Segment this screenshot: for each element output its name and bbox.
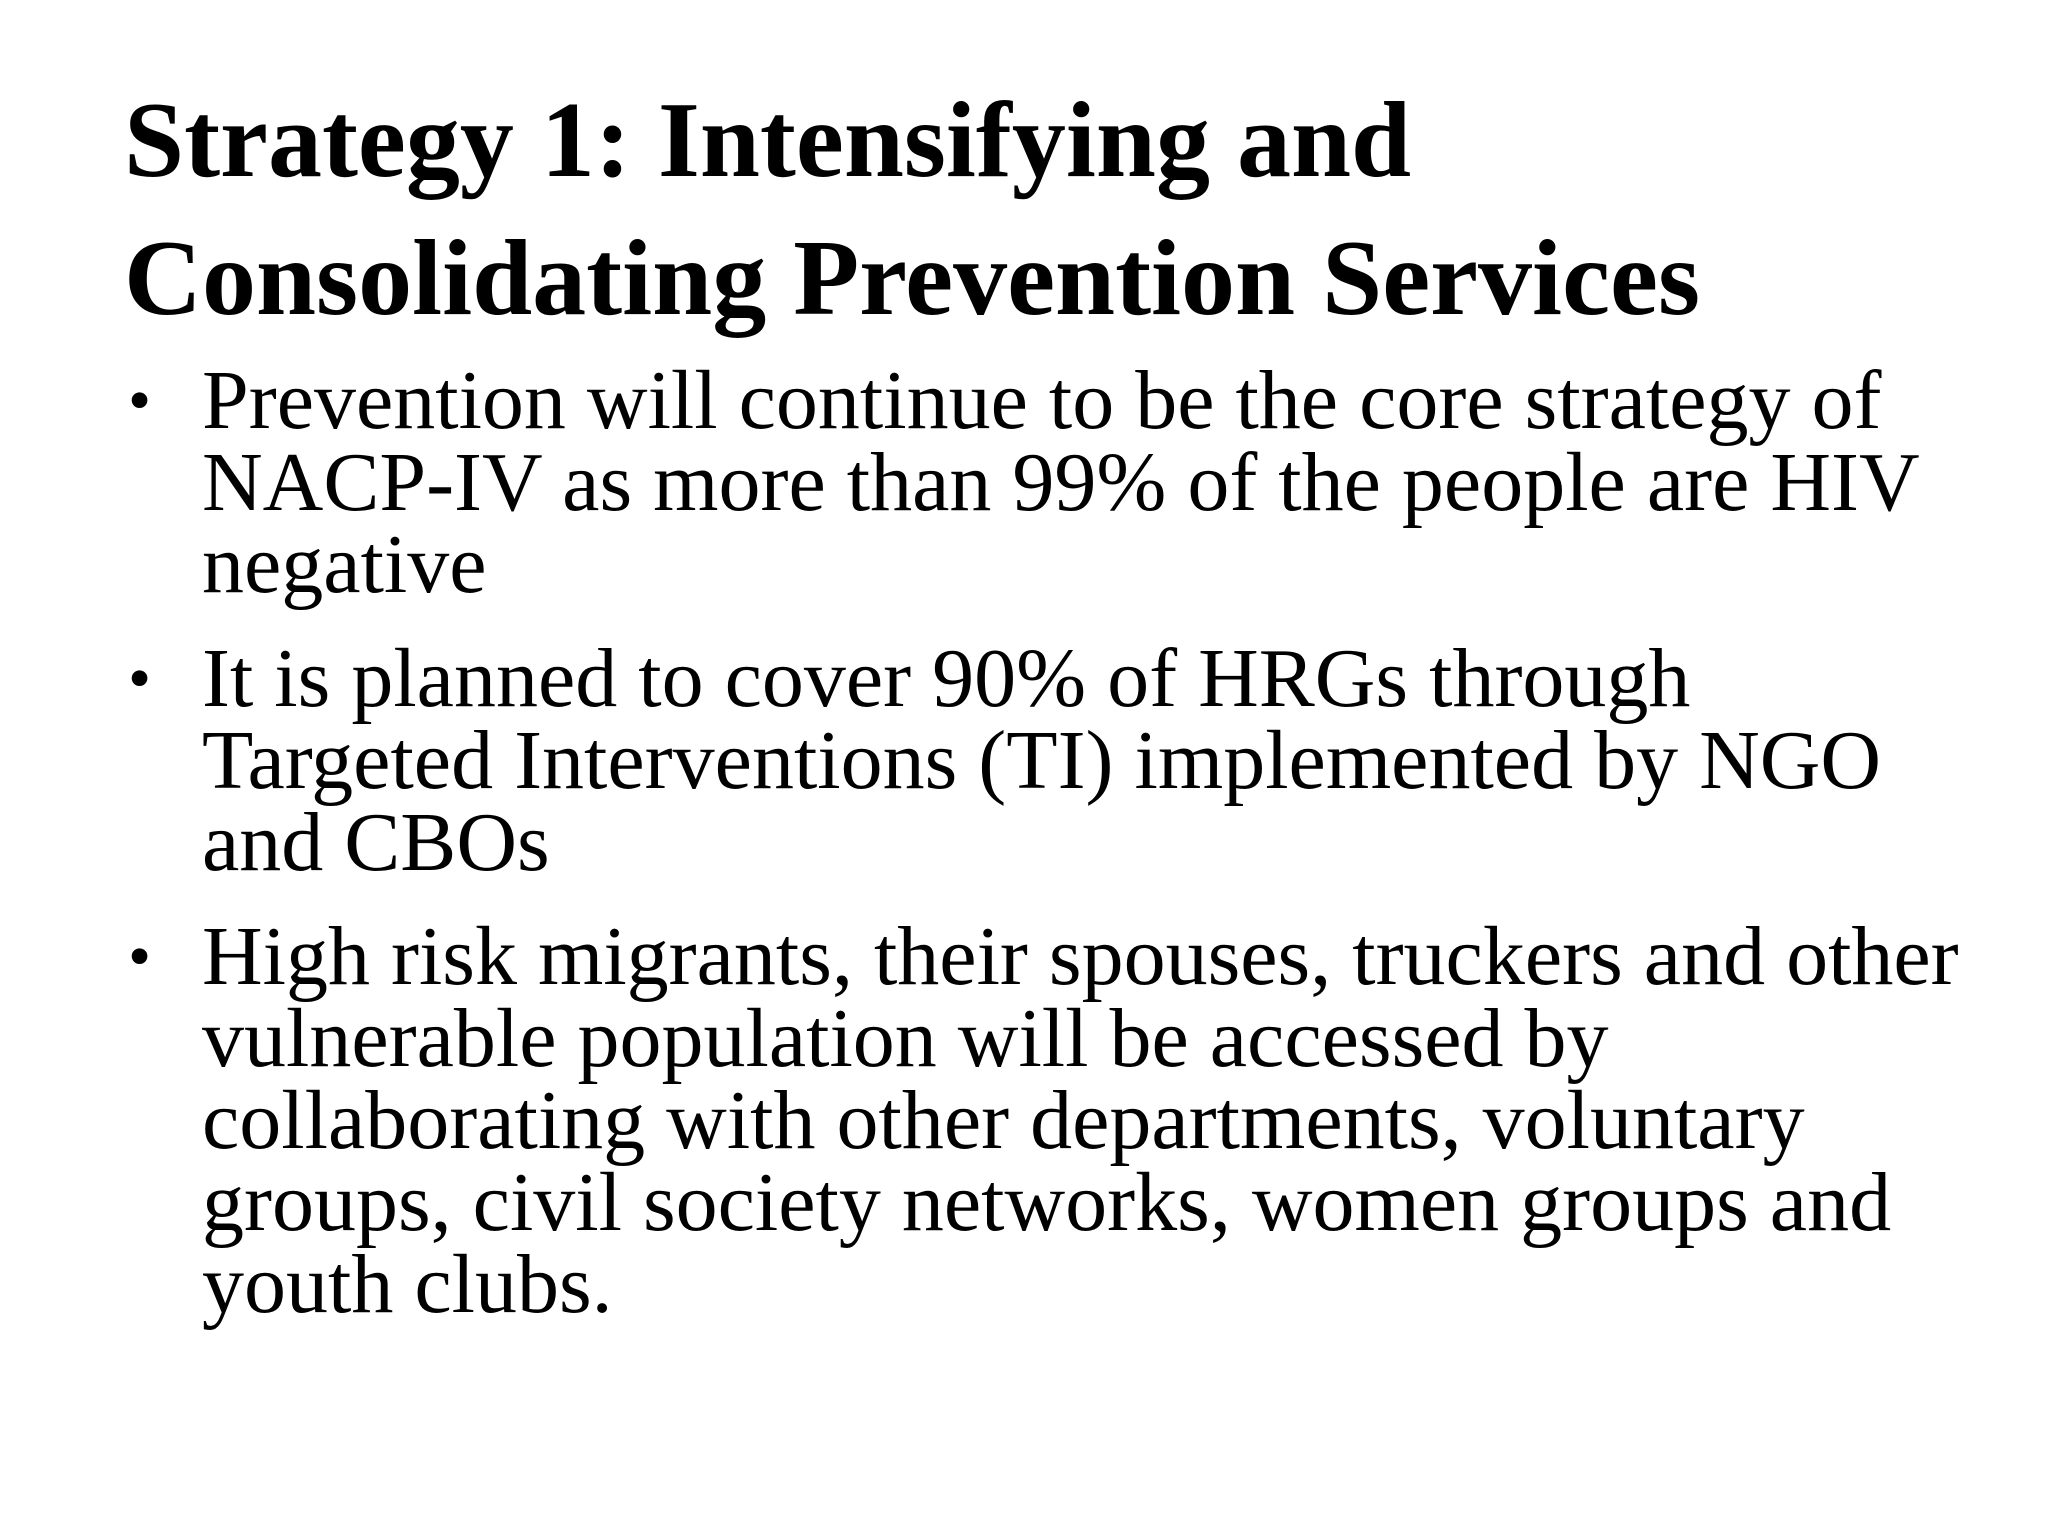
bullet-list bbox=[124, 354, 1984, 1358]
bullet-text: High risk migrants, their spouses, truckers and other vulnerable population will be accessed by collaborating with other departments, voluntary groups, civil society networks, women groups and youth clubs. bbox=[202, 910, 1959, 1331]
slide-title: Strategy 1: Intensifying and Consolidating Prevention Services bbox=[124, 81, 1700, 338]
bullet-point-icon: • bbox=[128, 364, 152, 437]
bullet-point-icon: • bbox=[128, 642, 152, 715]
bullet-item-migrants bbox=[124, 910, 1984, 1331]
bullet-item-coverage bbox=[124, 632, 1984, 889]
bullet-item-prevention bbox=[124, 354, 1984, 611]
bullet-point-icon: • bbox=[128, 920, 152, 993]
bullet-text: Prevention will continue to be the core strategy of NACP-IV as more than 99% of the people are HIV negative bbox=[202, 354, 1919, 611]
bullet-text: It is planned to cover 90% of HRGs through Targeted Interventions (TI) implemented by NGO and CBOs bbox=[202, 632, 1882, 889]
